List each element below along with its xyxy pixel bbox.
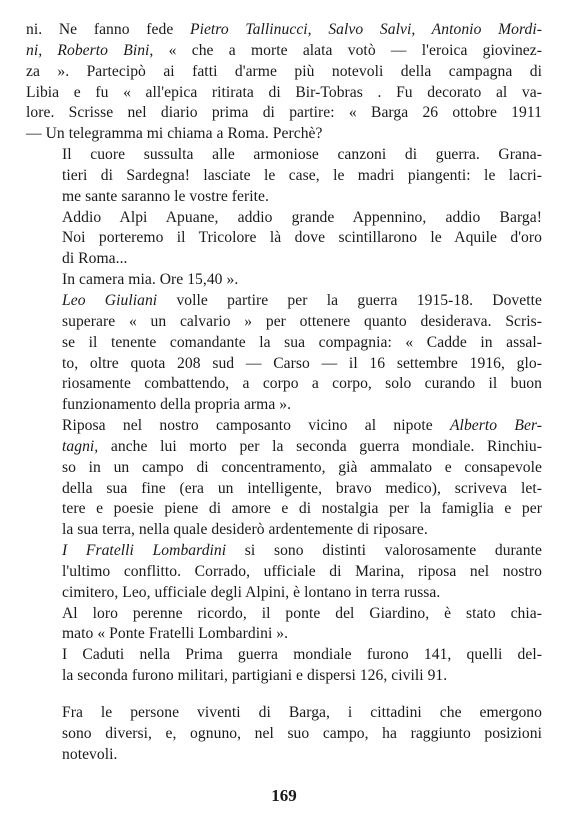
text-run: se il tenente comandante la sua compagnia: « Cadde in assal-: [62, 333, 542, 351]
paragraph: [26, 145, 542, 208]
text-line: [26, 83, 542, 104]
text-run: sono diversi, e, ognuno, nel suo campo, ha raggiunto posizioni: [62, 724, 542, 742]
italic-name: Alberto Ber-: [449, 417, 542, 435]
text-run: superare « un calvario » per ottenere quanto desiderava. Scris-: [62, 312, 542, 330]
body-text: [26, 20, 542, 766]
text-run: za ». Partecipò ai fatti d'arme più notevoli della campagna di: [26, 62, 542, 80]
text-run: I Caduti nella Prima guerra mondiale furono 141, quelli del-: [62, 646, 542, 664]
text-line: [26, 624, 542, 645]
text-run: Riposa nel nostro camposanto vicino al nipote: [62, 417, 450, 435]
text-run: la seconda furono militari, partigiani e dispersi 126, civili 91.: [62, 667, 448, 685]
text-run: l'ultimo conflitto. Corrado, ufficiale di Marina, riposa nel nostro: [62, 562, 542, 580]
text-line: [26, 62, 542, 83]
text-line: [26, 166, 542, 187]
text-run: la sua terra, nella quale desiderò ardentemente di riposare.: [62, 521, 428, 539]
text-line: [26, 354, 542, 375]
text-run: Addio Alpi Apuane, addio grande Appennino, addio Barga!: [62, 208, 542, 226]
text-run: riosamente combattendo, a corpo a corpo, solo curando il buon: [62, 375, 542, 393]
text-line: [26, 208, 542, 229]
text-run: me sante saranno le vostre ferite.: [62, 187, 269, 205]
italic-name: I Fratelli Lombardini: [62, 542, 227, 560]
text-run: so in un campo di concentramento, già ammalato e consapevole: [62, 458, 542, 476]
text-run: Al loro perenne ricordo, il ponte del Giardino, è stato chia-: [62, 604, 542, 622]
text-line: [26, 562, 542, 583]
text-line: [26, 187, 542, 208]
italic-name: Leo Giuliani: [62, 291, 158, 309]
page-number: 169: [271, 786, 297, 805]
text-run: Libia e fu « all'epica ritirata di Bir-Tobras . Fu decorato al va-: [26, 83, 542, 101]
text-line: [26, 41, 542, 62]
text-line: [26, 724, 542, 745]
text-line: [26, 145, 542, 166]
text-line: [26, 666, 542, 687]
text-run: si sono distinti valorosamente durante: [226, 542, 542, 560]
text-line: [26, 416, 542, 437]
text-line: [26, 333, 542, 354]
text-run: — Un telegramma mi chiama a Roma. Perchè?: [26, 125, 323, 143]
text-run: Fra le persone viventi di Barga, i cittadini che emergono: [62, 704, 542, 721]
text-run: to, oltre quota 208 sud — Carso — il 16 settembre 1916, glo-: [62, 354, 542, 372]
text-line: [26, 395, 542, 416]
paragraph: [26, 645, 542, 687]
text-line: [26, 583, 542, 604]
text-line: [26, 458, 542, 479]
paragraph: [26, 270, 542, 291]
text-line: [26, 103, 542, 124]
text-run: Il cuore sussulta alle armoniose canzoni di guerra. Grana-: [62, 146, 542, 164]
paragraph: [26, 291, 542, 416]
text-run: mato « Ponte Fratelli Lombardini ».: [62, 625, 289, 643]
text-line: [26, 499, 542, 520]
italic-name: Pietro Tallinucci, Salvo Salvi, Antonio Mordi-: [190, 21, 542, 38]
text-line: [26, 291, 542, 312]
text-line: [26, 604, 542, 625]
text-line: [26, 745, 542, 766]
text-run: ni. Ne fanno fede: [26, 21, 190, 38]
text-run: Noi porteremo il Tricolore là dove scintillarono le Aquile d'oro: [62, 229, 542, 247]
paragraph: [26, 703, 542, 766]
text-line: [26, 124, 542, 145]
italic-name: ni, Roberto Bini,: [26, 41, 154, 59]
text-line: [26, 270, 542, 291]
text-line: [26, 645, 542, 666]
paragraph: [26, 208, 542, 271]
text-line: [26, 20, 542, 41]
text-run: cimitero, Leo, ufficiale degli Alpini, è lontano in terra russa.: [62, 583, 441, 601]
paragraph: [26, 604, 542, 646]
text-line: [26, 374, 542, 395]
text-line: [26, 437, 542, 458]
text-run: di Roma...: [62, 250, 128, 268]
text-run: anche lui morto per la seconda guerra mondiale. Rinchiu-: [98, 437, 542, 455]
text-line: [26, 312, 542, 333]
text-line: [26, 520, 542, 541]
text-line: [26, 703, 542, 724]
text-run: volle partire per la guerra 1915-18. Dovette: [157, 291, 542, 309]
text-line: [26, 249, 542, 270]
text-run: funzionamento della propria arma ».: [62, 396, 292, 414]
text-line: [26, 228, 542, 249]
text-run: tere e poesie piene di amore e di nostalgia per la famiglia e per: [62, 500, 542, 518]
paragraph: [26, 416, 542, 541]
text-run: lore. Scrisse nel diario prima di partire: « Barga 26 ottobre 1911: [26, 104, 542, 122]
text-line: [26, 541, 542, 562]
paragraph: [26, 541, 542, 604]
text-run: « che a morte alata votò — l'eroica giovinez-: [153, 41, 542, 59]
text-line: [26, 479, 542, 500]
text-run: notevoli.: [62, 745, 118, 763]
text-run: In camera mia. Ore 15,40 ».: [62, 271, 239, 289]
text-run: della sua fine (era un intelligente, bravo medico), scriveva let-: [62, 479, 542, 497]
paragraph: [26, 20, 542, 145]
italic-name: tagni,: [62, 437, 99, 455]
text-run: tieri di Sardegna! lasciate le case, le madri piangenti: le lacri-: [62, 166, 542, 184]
